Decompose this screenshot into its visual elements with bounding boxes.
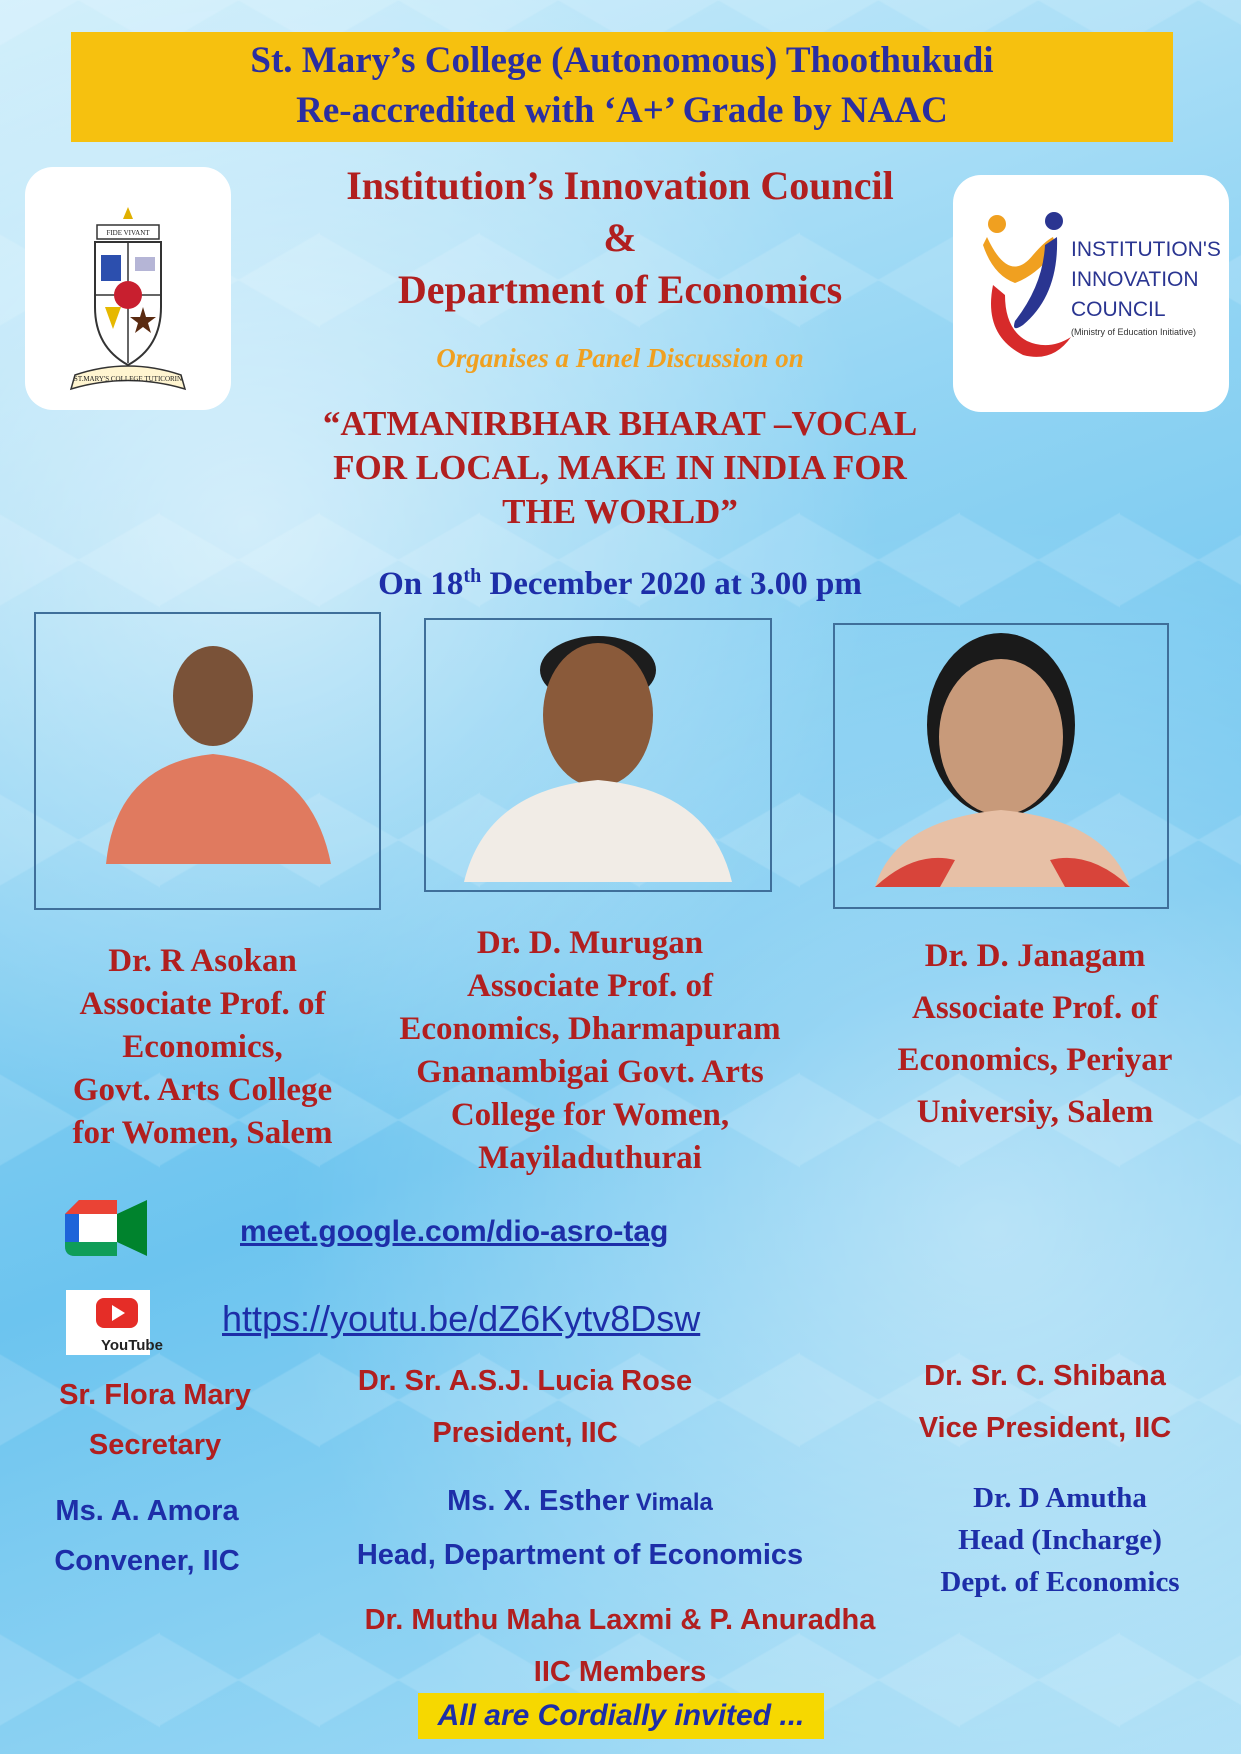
header-line-1: St. Mary’s College (Autonomous) Thoothukudi [250,40,994,81]
head-name-part-1: Ms. X. Esther [447,1485,630,1517]
president-role: President, IIC [432,1417,618,1449]
panelist-2-line-2: Associate Prof. of [467,968,713,1004]
iic-logo-text [1071,235,1221,339]
members-names: Dr. Muthu Maha Laxmi & P. Anuradha [364,1604,876,1636]
panelist-3-info [860,930,1210,1138]
panelist-1-line-5: for Women, Salem [72,1115,333,1151]
organizer-iic: Institution’s Innovation Council [346,163,894,208]
event-date-suffix: th [463,565,482,587]
event-title-line-1: “ATMANIRBHAR BHARAT –VOCAL [322,404,918,443]
vice-president-block [880,1350,1210,1454]
college-scroll-text: ST.MARY'S COLLEGE TUTICORIN [73,375,183,383]
head-name-part-2: Vimala [629,1489,713,1516]
panelist-2-line-3: Economics, Dharmapuram [399,1011,781,1047]
panelist-photo-2 [424,618,772,892]
panelist-2-name: Dr. D. Murugan [476,925,704,961]
event-date [250,565,990,603]
header-banner [71,32,1173,142]
youtube-icon-label: YouTube [101,1337,163,1354]
convener-block [22,1486,272,1586]
members-role: IIC Members [533,1656,707,1688]
head-incharge-name: Dr. D Amutha [973,1482,1147,1514]
panelist-2-portrait-icon [426,620,770,890]
convener-name: Ms. A. Amora [55,1495,239,1527]
event-title-line-3: THE WORLD” [502,492,738,531]
vice-president-name: Dr. Sr. C. Shibana [924,1360,1166,1392]
panelist-3-line-4: Universiy, Salem [916,1094,1154,1130]
college-logo [25,167,231,410]
president-block [320,1355,730,1459]
head-block [320,1475,840,1581]
panelist-1-line-4: Govt. Arts College [72,1072,333,1108]
college-crest-icon [25,167,231,410]
head-incharge-role-1: Head (Incharge) [958,1524,1162,1556]
convener-role: Convener, IIC [54,1545,240,1577]
panelist-3-line-3: Economics, Periyar [897,1042,1173,1078]
panelist-1-name: Dr. R Asokan [108,943,297,979]
event-title [250,402,990,534]
panelist-1-line-2: Associate Prof. of [79,986,326,1022]
header-line-2: Re-accredited with ‘A+’ Grade by NAAC [296,90,948,131]
event-title-line-2: FOR LOCAL, MAKE IN INDIA FOR [333,448,907,487]
panelist-2-line-4: Gnanambigai Govt. Arts [416,1054,764,1090]
youtube-link[interactable]: https://youtu.be/dZ6Kytv8Dsw [222,1298,701,1339]
panelist-2-line-6: Mayiladuthurai [478,1140,702,1176]
organizer-ampersand: & [603,215,637,260]
google-meet-icon[interactable] [65,1200,147,1256]
meet-link[interactable]: meet.google.com/dio-asro-tag [240,1215,669,1248]
youtube-icon[interactable] [66,1290,163,1355]
secretary-block [30,1370,280,1470]
panelist-2-line-5: College for Women, [450,1097,730,1133]
head-name [320,1475,840,1529]
organizer-dept: Department of Economics [397,267,843,312]
organizers-block [250,160,990,316]
panelist-3-portrait-icon [835,625,1167,907]
panelist-3-line-2: Associate Prof. of [912,990,1158,1026]
college-motto: FIDE VIVANT [106,229,150,237]
head-incharge-role-2: Dept. of Economics [940,1566,1180,1598]
panelist-2-info [370,922,810,1180]
vice-president-role: Vice President, IIC [918,1412,1172,1444]
event-intro: Organises a Panel Discussion on [436,343,804,373]
panelist-photo-1 [34,612,381,910]
panelist-1-line-3: Economics, [122,1029,283,1065]
panelist-3-name: Dr. D. Janagam [924,938,1146,974]
iic-logo-line-2: INNOVATION [1071,268,1199,291]
secretary-role: Secretary [88,1429,222,1461]
iic-logo-line-4: (Ministry of Education Initiative) [1071,327,1197,337]
panelist-1-portrait-icon [36,614,379,908]
event-date-rest: December 2020 at 3.00 pm [481,566,862,602]
iic-logo [953,175,1229,412]
president-name: Dr. Sr. A.S.J. Lucia Rose [357,1365,693,1397]
iic-logo-line-1: INSTITUTION'S [1071,238,1221,261]
members-block [290,1594,950,1698]
head-incharge-block [900,1477,1220,1603]
panelist-1-info [30,940,375,1155]
panelist-photo-3 [833,623,1169,909]
event-date-prefix: On 18 [378,566,464,602]
iic-logo-line-3: COUNCIL [1071,298,1166,321]
invite-banner: All are Cordially invited ... [418,1693,824,1739]
secretary-name: Sr. Flora Mary [59,1379,251,1411]
head-role: Head, Department of Economics [356,1539,804,1571]
